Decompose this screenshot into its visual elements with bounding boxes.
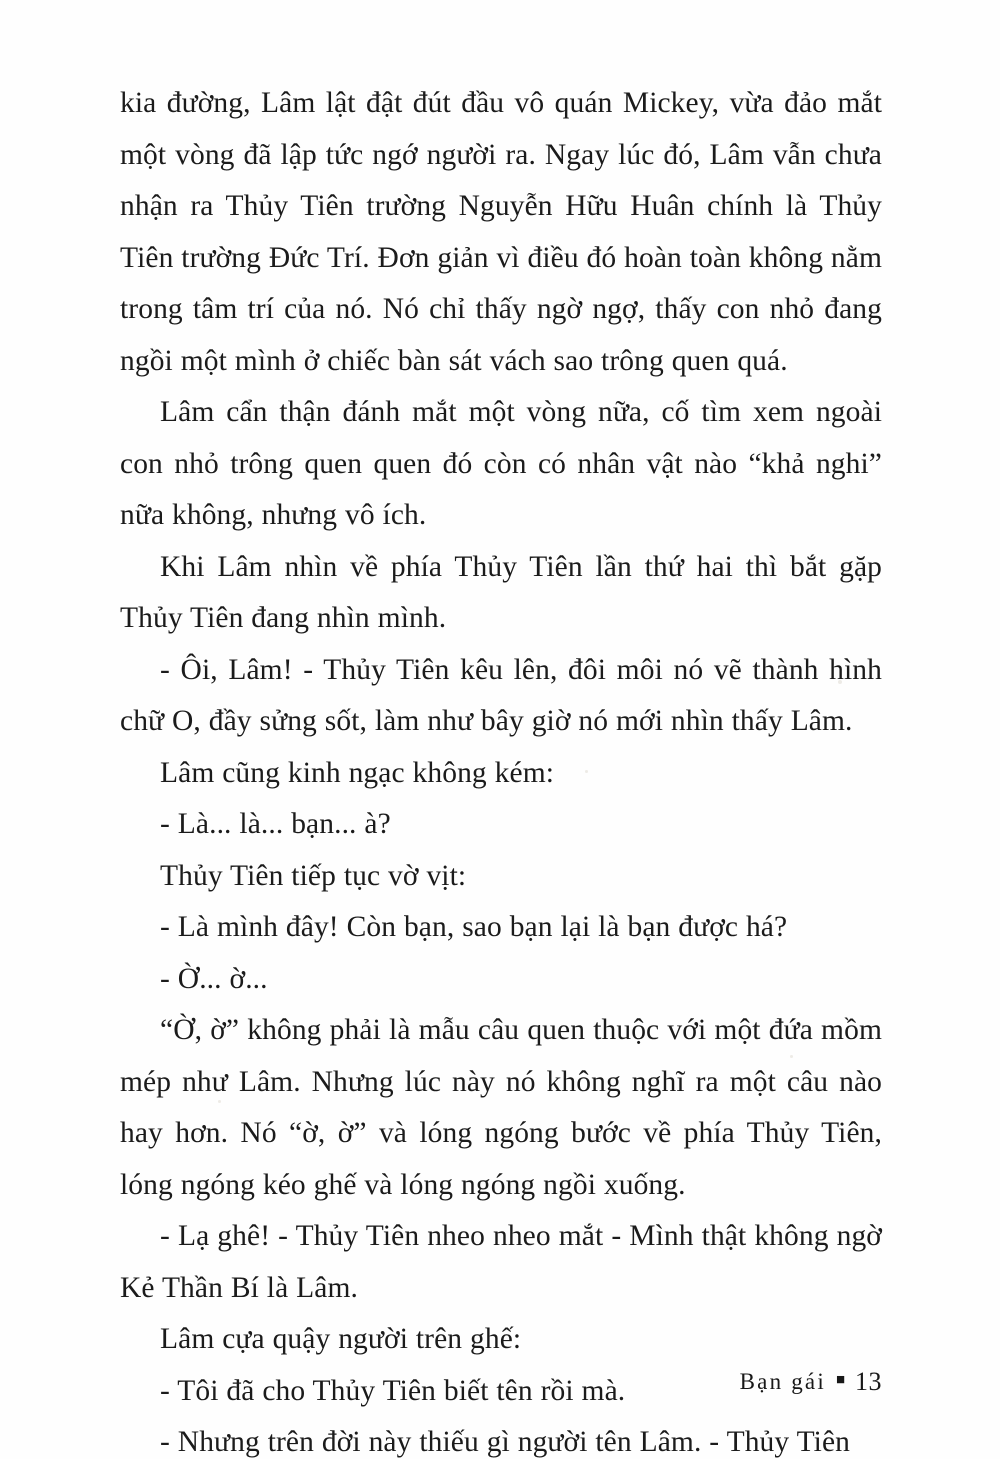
page-body-text — [120, 78, 882, 1469]
paragraph: - Là mình đây! Còn bạn, sao bạn lại là bạn được há? — [160, 911, 788, 943]
paragraph: - Là... là... bạn... à? — [160, 808, 391, 840]
footer-page-number: 13 — [855, 1367, 882, 1396]
footer-book-title: Bạn gái — [739, 1369, 826, 1394]
paragraph: “Ờ, ờ” không phải là mẫu câu quen thuộc với một đứa mồm mép như Lâm. Nhưng lúc này nó không nghĩ ra một câu nào hay hơn. Nó “ờ, ờ” và lóng ngóng bước về phía Thủy Tiên, lóng ngóng kéo ghế và lóng ngóng ngồi xuống. — [120, 1014, 882, 1201]
paragraph: - Ôi, Lâm! - Thủy Tiên kêu lên, đôi môi nó vẽ thành hình chữ O, đầy sửng sốt, làm như bây giờ nó mới nhìn thấy Lâm. — [120, 653, 882, 737]
paragraph: kia đường, Lâm lật đật đút đầu vô quán Mickey, vừa đảo mắt một vòng đã lập tức ngớ người ra. Ngay lúc đó, Lâm vẫn chưa nhận ra Thủy Tiên trường Nguyễn Hữu Huân chính là Thủy Tiên trường Đức Trí. Đơn giản vì điều đó hoàn toàn không nằm trong tâm trí của nó. Nó chỉ thấy ngờ ngợ, thấy con nhỏ đang ngồi một mình ở chiếc bàn sát vách sao trông quen quá. — [120, 87, 883, 377]
page-footer — [740, 1367, 882, 1397]
paragraph: Thủy Tiên tiếp tục vờ vịt: — [160, 859, 467, 892]
paragraph: - Lạ ghê! - Thủy Tiên nheo nheo mắt - Mình thật không ngờ Kẻ Thần Bí là Lâm. — [120, 1220, 882, 1304]
paragraph: - Nhưng trên đời này thiếu gì người tên Lâm. - Thủy Tiên — [160, 1426, 851, 1458]
footer-separator-icon: ■ — [835, 1371, 845, 1388]
paragraph: Khi Lâm nhìn về phía Thủy Tiên lần thứ hai thì bắt gặp Thủy Tiên đang nhìn mình. — [120, 550, 882, 634]
paragraph: Lâm cựa quậy người trên ghế: — [160, 1323, 522, 1355]
paragraph: - Tôi đã cho Thủy Tiên biết tên rồi mà. — [160, 1374, 626, 1407]
paragraph: Lâm cũng kinh ngạc không kém: — [160, 756, 555, 789]
paragraph: Lâm cẩn thận đánh mắt một vòng nữa, cố tìm xem ngoài con nhỏ trông quen quen đó còn có nhân vật nào “khả nghi” nữa không, nhưng vô ích. — [120, 396, 882, 531]
paragraph: - Ờ... ờ... — [160, 962, 268, 995]
